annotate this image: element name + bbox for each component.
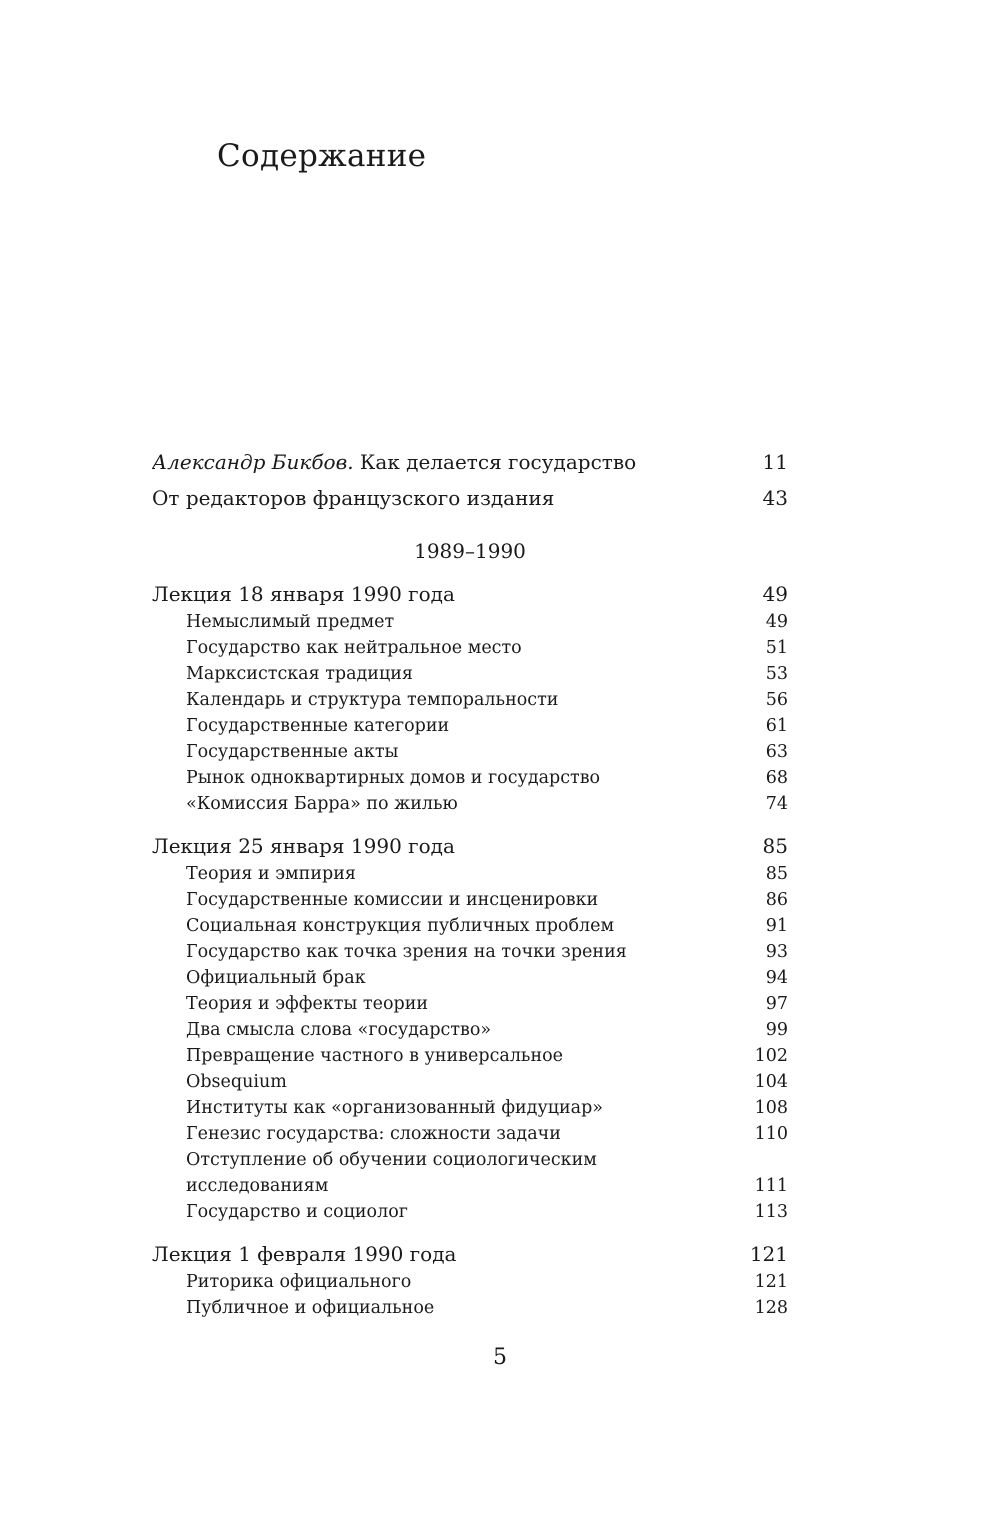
page-title: Содержание xyxy=(217,138,427,174)
entry-page: 85 xyxy=(762,834,788,858)
toc-subentry[interactable]: Государство как нейтральное место 51 xyxy=(186,638,788,658)
entry-page: 43 xyxy=(762,486,788,510)
toc-entry-editors-note[interactable] xyxy=(152,483,788,513)
page-number: 5 xyxy=(493,1345,507,1370)
entry-label: Лекция 1 февраля 1990 года xyxy=(152,1242,457,1266)
toc-subentry[interactable]: Риторика официального 121 xyxy=(186,1272,788,1292)
toc-subentry[interactable]: Государственные категории 61 xyxy=(186,716,788,736)
toc-subentry[interactable]: Официальный брак 94 xyxy=(186,968,788,988)
toc-subentry[interactable]: Рынок одноквартирных домов и государство 68 xyxy=(186,768,788,788)
entry-page: 121 xyxy=(749,1242,788,1266)
toc-subentry[interactable]: Два смысла слова «государство» 99 xyxy=(186,1020,788,1040)
table-of-contents xyxy=(152,447,788,1321)
toc-subentry[interactable]: Календарь и структура темпоральности 56 xyxy=(186,690,788,710)
entry-label: Лекция 25 января 1990 года xyxy=(152,834,455,858)
entry-page: 11 xyxy=(762,450,788,474)
toc-subentry[interactable]: Государство и социолог 113 xyxy=(186,1202,788,1222)
period-heading: 1989–1990 xyxy=(414,539,526,563)
entry-label: От редакторов французского издания xyxy=(152,486,555,510)
toc-subentry[interactable]: Марксистская традиция 53 xyxy=(186,664,788,684)
toc-entry-foreword[interactable] xyxy=(152,447,788,477)
toc-subentry-line1[interactable]: Отступление об обучении социологическим xyxy=(186,1150,597,1170)
toc-subentry[interactable]: Obsequium 104 xyxy=(186,1072,788,1092)
toc-subentry[interactable]: исследованиям 111 xyxy=(186,1176,788,1196)
toc-subentry[interactable]: Публичное и официальное 128 xyxy=(186,1298,788,1318)
toc-subentry[interactable]: Институты как «организованный фидуциар» 108 xyxy=(186,1098,788,1118)
toc-subentry[interactable]: Социальная конструкция публичных проблем 91 xyxy=(186,916,788,936)
entry-page: 49 xyxy=(762,582,788,606)
toc-entry-lecture[interactable] xyxy=(152,831,788,861)
entry-label: Лекция 18 января 1990 года xyxy=(152,582,455,606)
toc-subentry[interactable]: Превращение частного в универсальное 102 xyxy=(186,1046,788,1066)
toc-subentry[interactable]: Теория и эффекты теории 97 xyxy=(186,994,788,1014)
toc-entry-lecture[interactable] xyxy=(152,579,788,609)
toc-subentry[interactable]: Теория и эмпирия 85 xyxy=(186,864,788,884)
toc-entry-lecture[interactable] xyxy=(152,1239,788,1269)
toc-subentry[interactable]: Немыслимый предмет 49 xyxy=(186,612,788,632)
entry-author: Александр Бикбов. xyxy=(152,450,354,474)
toc-subentry[interactable]: Государственные акты 63 xyxy=(186,742,788,762)
toc-subentry[interactable]: Государственные комиссии и инсценировки 86 xyxy=(186,890,788,910)
entry-label: Как делается государство xyxy=(359,450,637,474)
toc-subentry[interactable]: Государство как точка зрения на точки зрения 93 xyxy=(186,942,788,962)
toc-subentry[interactable]: Генезис государства: сложности задачи 110 xyxy=(186,1124,788,1144)
toc-subentry[interactable]: «Комиссия Барра» по жилью 74 xyxy=(186,794,788,814)
